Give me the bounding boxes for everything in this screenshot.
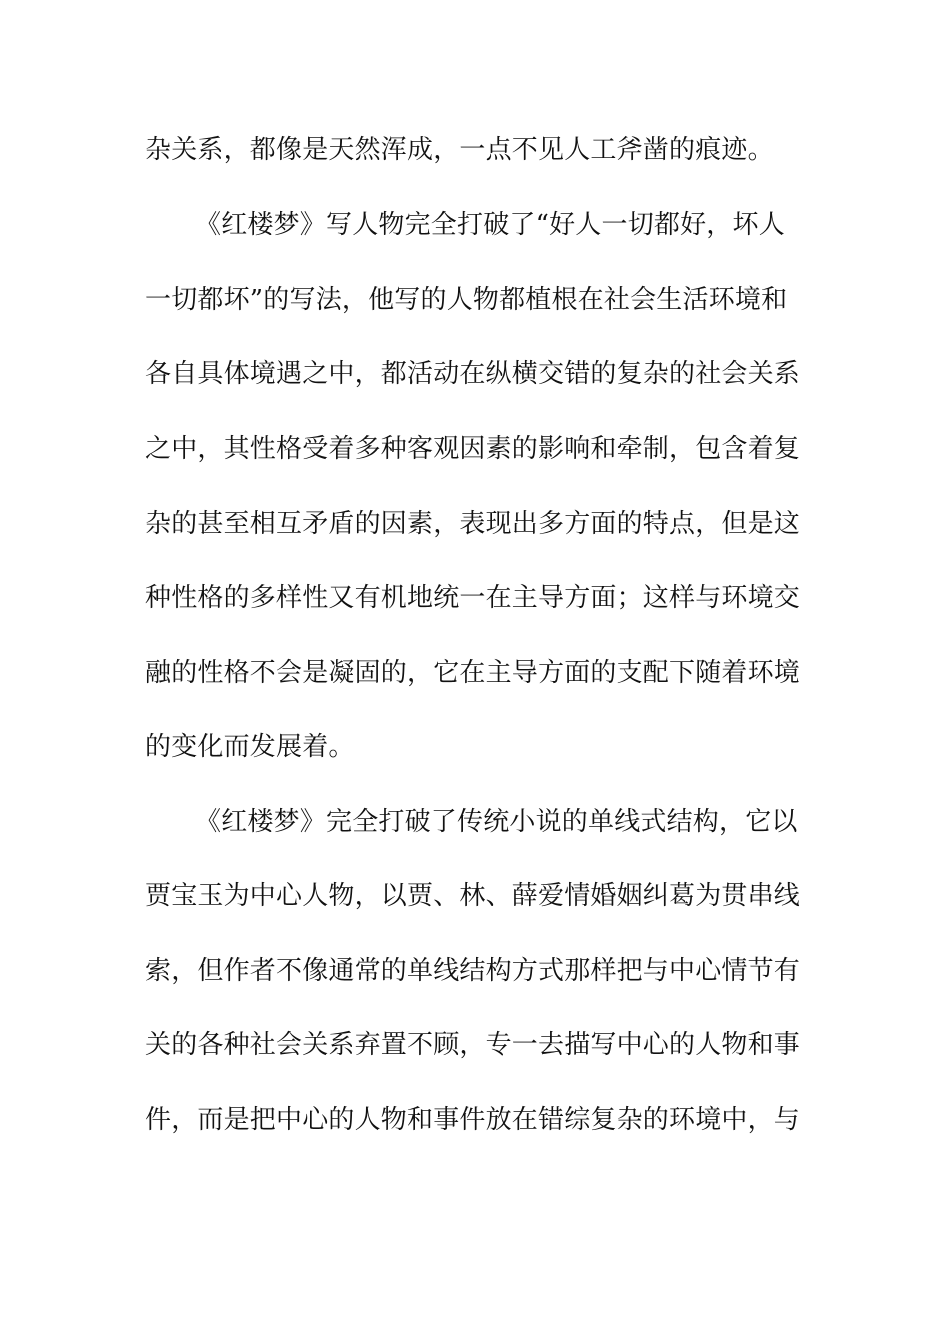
text-line: 种性格的多样性又有机地统一在主导方面；这样与环境交 [145, 583, 801, 613]
text-line: 贾宝玉为中心人物，以贾、林、薛爱情婚姻纠葛为贯串线 [145, 881, 801, 911]
text-line: 的变化而发展着。 [145, 732, 355, 762]
text-line: 杂的甚至相互矛盾的因素，表现出多方面的特点，但是这 [145, 509, 801, 539]
text-line: 关的各种社会关系弃置不顾，专一去描写中心的人物和事 [145, 1030, 801, 1060]
text-line: 索，但作者不像通常的单线结构方式那样把与中心情节有 [145, 956, 801, 986]
text-line: 一切都坏”的写法，他写的人物都植根在社会生活环境和 [145, 285, 788, 315]
text-line: 各自具体境遇之中，都活动在纵横交错的复杂的社会关系 [145, 359, 801, 389]
text-line: 《红楼梦》写人物完全打破了“好人一切都好，坏人 [195, 210, 785, 240]
text-line: 《红楼梦》完全打破了传统小说的单线式结构，它以 [195, 807, 798, 837]
text-line: 之中，其性格受着多种客观因素的影响和牵制，包含着复 [145, 434, 801, 464]
text-line: 件，而是把中心的人物和事件放在错综复杂的环境中，与 [145, 1105, 801, 1135]
text-line: 杂关系，都像是天然浑成，一点不见人工斧凿的痕迹。 [145, 135, 774, 165]
text-line: 融的性格不会是凝固的，它在主导方面的支配下随着环境 [145, 658, 801, 688]
